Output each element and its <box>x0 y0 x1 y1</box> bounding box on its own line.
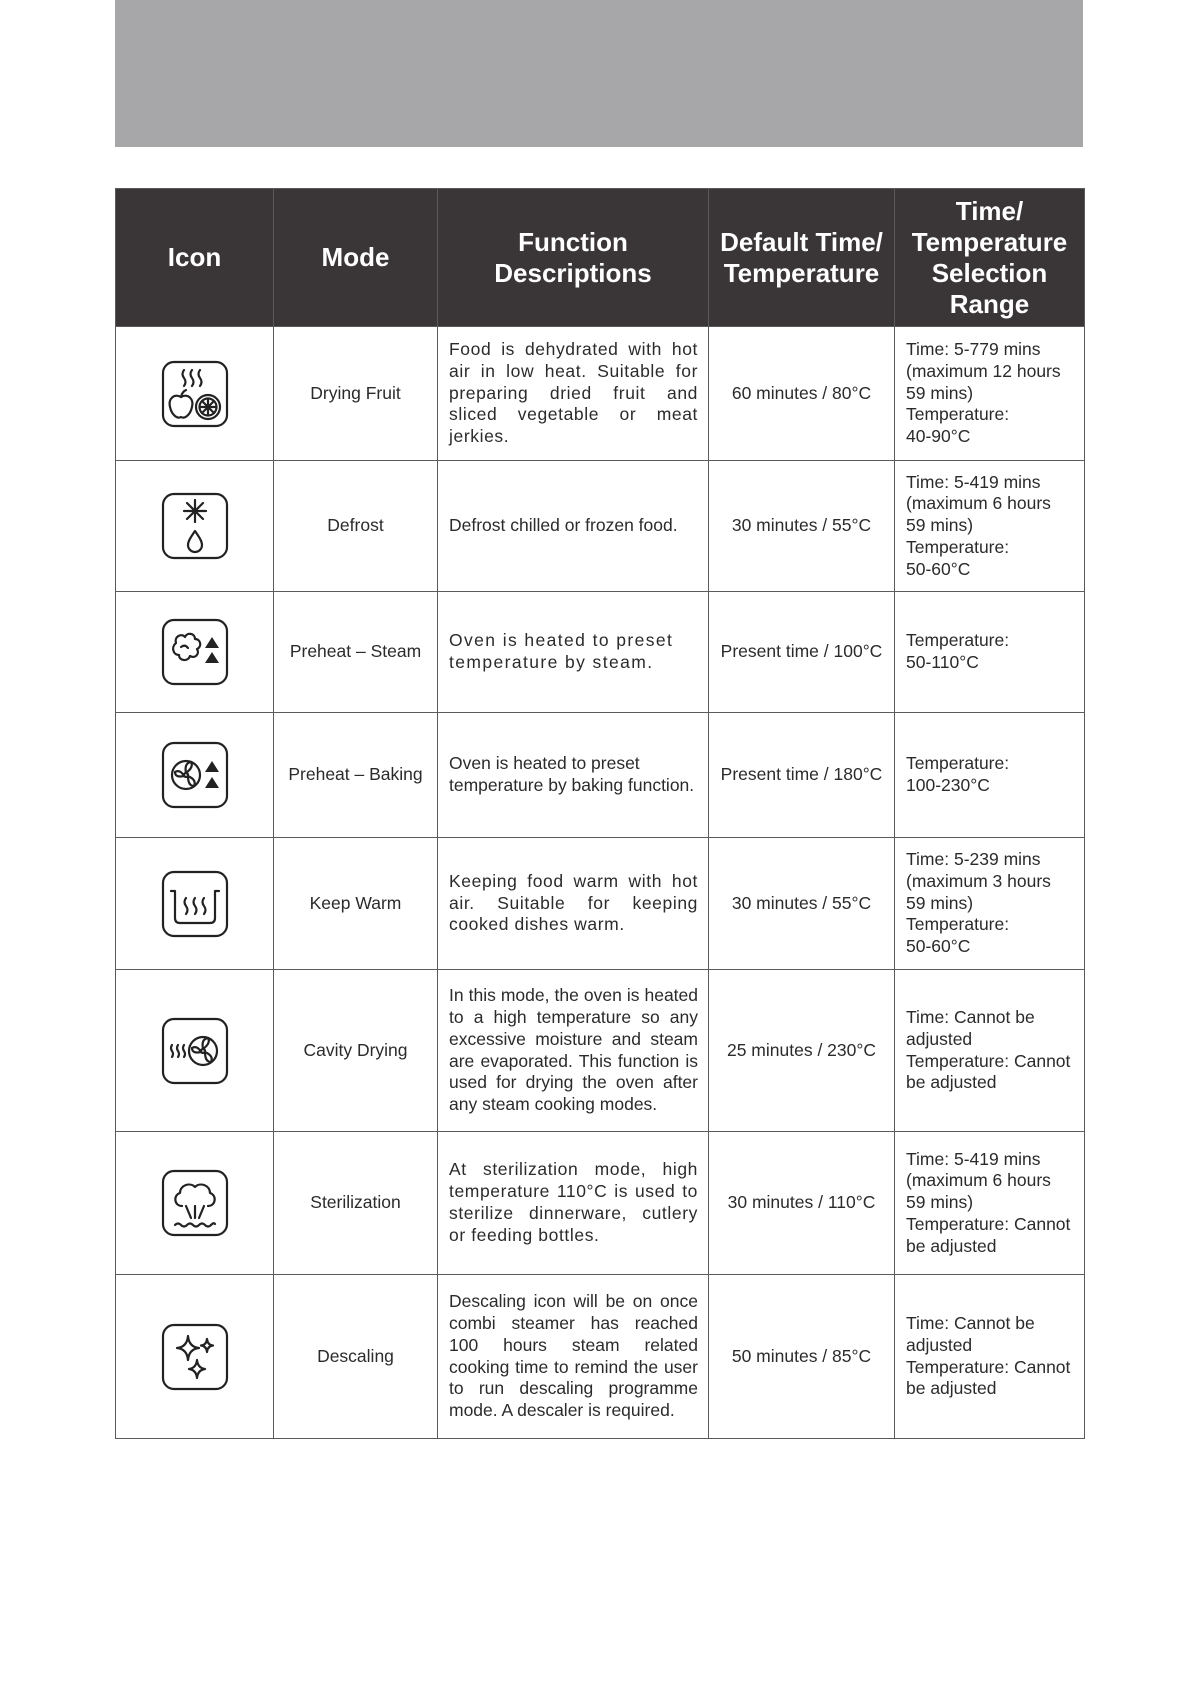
range-line: be adjusted <box>906 1235 997 1256</box>
range-line: Time: 5-419 mins <box>906 1148 1041 1169</box>
description-cell: Descaling icon will be on once combi steamer has reached 100 hours steam related cooking time to remind the user to run descaling programme mode. A descaler is required. <box>438 1275 709 1439</box>
mode-cell: Preheat – Baking <box>274 713 438 838</box>
range-line: Time: 5-239 mins <box>906 849 1041 869</box>
range-line: adjusted <box>906 1028 973 1049</box>
range-line: adjusted <box>906 1334 973 1355</box>
range-line: Time: Cannot be <box>906 1312 1035 1333</box>
icon-cell <box>116 592 274 713</box>
table-row <box>116 592 1085 713</box>
preheat-baking-icon <box>160 740 230 810</box>
descaling-icon <box>160 1322 230 1392</box>
defrost-icon <box>160 491 230 561</box>
range-line: 59 mins) <box>906 382 974 403</box>
description-cell: Oven is heated to preset temperature by steam. <box>438 592 709 713</box>
icon-cell <box>116 838 274 970</box>
table-header-row <box>116 189 1085 327</box>
range-cell <box>895 461 1085 592</box>
preheat-steam-icon <box>160 617 230 687</box>
keep-warm-icon <box>160 869 230 939</box>
range-line: (maximum 6 hours <box>906 493 1051 514</box>
table-row <box>116 970 1085 1132</box>
range-line: Temperature: <box>906 404 1010 425</box>
drying-fruit-icon <box>160 359 230 429</box>
icon-cell <box>116 713 274 838</box>
table-row <box>116 838 1085 970</box>
range-line: (maximum 12 hours <box>906 360 1061 381</box>
range-line: Temperature: <box>906 914 1010 935</box>
mode-cell: Keep Warm <box>274 838 438 970</box>
icon-cell <box>116 461 274 592</box>
description-cell: At sterilization mode, high temperature 110°C is used to sterilize dinnerware, cutlery or feeding bottles. <box>438 1132 709 1275</box>
icon-cell <box>116 1275 274 1439</box>
default-cell: Present time / 100°C <box>709 592 895 713</box>
table-row <box>116 1275 1085 1439</box>
range-cell <box>895 970 1085 1132</box>
range-line: Temperature: <box>906 753 1010 774</box>
range-line: Time: 5-779 mins <box>906 339 1041 359</box>
header-mode: Mode <box>274 189 438 327</box>
range-line: Temperature: Cannot <box>906 1050 1071 1071</box>
range-line: Time: 5-419 mins <box>906 471 1041 492</box>
range-line: be adjusted <box>906 1072 997 1093</box>
header-icon: Icon <box>116 189 274 327</box>
range-cell <box>895 1275 1085 1439</box>
cavity-drying-icon <box>160 1016 230 1086</box>
default-cell: 30 minutes / 55°C <box>709 461 895 592</box>
range-line: Temperature: <box>906 630 1010 651</box>
range-cell <box>895 592 1085 713</box>
range-line: (maximum 6 hours <box>906 1170 1051 1191</box>
table-row <box>116 327 1085 461</box>
header-default: Default Time/ Temperature <box>709 189 895 327</box>
header-range: Time/ Temperature Selection Range <box>895 189 1085 327</box>
description-cell: Defrost chilled or frozen food. <box>438 461 709 592</box>
range-cell <box>895 1132 1085 1275</box>
mode-cell: Cavity Drying <box>274 970 438 1132</box>
mode-cell: Sterilization <box>274 1132 438 1275</box>
range-cell <box>895 327 1085 461</box>
header-band <box>115 0 1083 147</box>
mode-cell: Drying Fruit <box>274 327 438 461</box>
table-row <box>116 713 1085 838</box>
range-line: Time: Cannot be <box>906 1006 1035 1027</box>
oven-modes-table <box>115 188 1085 1439</box>
mode-cell: Preheat – Steam <box>274 592 438 713</box>
range-line: 40-90°C <box>906 426 971 447</box>
range-cell <box>895 838 1085 970</box>
default-cell: 50 minutes / 85°C <box>709 1275 895 1439</box>
default-cell: 30 minutes / 55°C <box>709 838 895 970</box>
default-cell: 60 minutes / 80°C <box>709 327 895 461</box>
range-line: (maximum 3 hours <box>906 870 1051 891</box>
range-line: 59 mins) <box>906 892 974 913</box>
icon-cell <box>116 970 274 1132</box>
range-line: 50-60°C <box>906 936 971 957</box>
default-cell: 25 minutes / 230°C <box>709 970 895 1132</box>
range-line: 59 mins) <box>906 1192 974 1213</box>
range-line: Temperature: Cannot <box>906 1213 1071 1234</box>
mode-cell: Defrost <box>274 461 438 592</box>
header-function: Function Descriptions <box>438 189 709 327</box>
range-line: 50-60°C <box>906 558 971 579</box>
icon-cell <box>116 1132 274 1275</box>
range-line: be adjusted <box>906 1378 997 1399</box>
default-cell: 30 minutes / 110°C <box>709 1132 895 1275</box>
range-line: 50-110°C <box>906 652 979 672</box>
mode-cell: Descaling <box>274 1275 438 1439</box>
description-cell: In this mode, the oven is heated to a high temperature so any excessive moisture and steam are evaporated. This function is used for drying the oven after any steam cooking modes. <box>438 970 709 1132</box>
range-line: Temperature: <box>906 536 1010 557</box>
table-row <box>116 1132 1085 1275</box>
range-line: 100-230°C <box>906 775 990 795</box>
description-cell: Oven is heated to preset temperature by baking function. <box>438 713 709 838</box>
sterilization-icon <box>160 1168 230 1238</box>
table-row <box>116 461 1085 592</box>
range-line: Temperature: Cannot <box>906 1356 1071 1377</box>
description-cell: Keeping food warm with hot air. Suitable for keeping cooked dishes warm. <box>438 838 709 970</box>
range-line: 59 mins) <box>906 515 974 536</box>
icon-cell <box>116 327 274 461</box>
range-cell <box>895 713 1085 838</box>
description-cell: Food is dehydrated with hot air in low heat. Suitable for preparing dried fruit and sliced vegetable or meat jerkies. <box>438 327 709 461</box>
default-cell: Present time / 180°C <box>709 713 895 838</box>
